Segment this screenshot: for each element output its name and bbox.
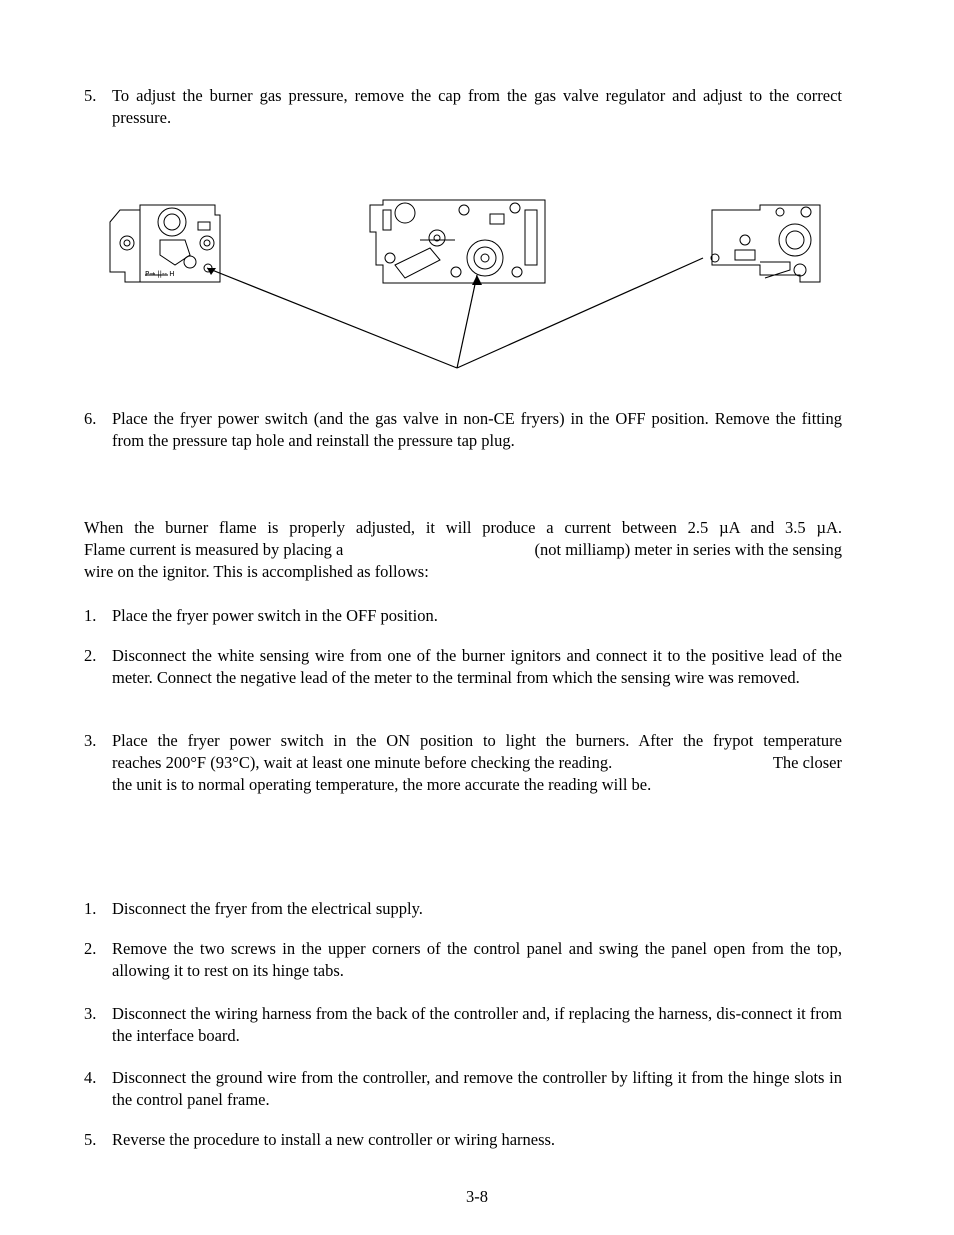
controller-step-4 bbox=[84, 1067, 842, 1111]
step-number: 4. bbox=[84, 1068, 97, 1087]
step-text: To adjust the burner gas pressure, remove the cap from the gas valve regulator and adjust to the correct pressure. bbox=[112, 86, 842, 127]
step-number: 3. bbox=[84, 731, 97, 750]
step-line-2a: reaches 200°F (93°C), wait at least one minute before checking the reading. bbox=[112, 753, 613, 772]
step-line-2 bbox=[112, 752, 842, 774]
flame-line-1 bbox=[84, 517, 842, 539]
step-5-adjust-pressure bbox=[84, 85, 842, 129]
controller-step-2 bbox=[84, 938, 842, 982]
step-text: Place the fryer power switch in the OFF position. bbox=[112, 606, 438, 625]
flame-step-3 bbox=[84, 730, 842, 796]
step-text: Disconnect the wiring harness from the back of the controller and, if replacing the harness, dis-connect it from the interface board. bbox=[112, 1004, 842, 1045]
gas-valve-left-image bbox=[110, 205, 220, 282]
controller-step-1 bbox=[84, 898, 842, 920]
gas-valve-right-image bbox=[711, 205, 820, 282]
page-number: 3-8 bbox=[466, 1187, 488, 1206]
flame-line-2a: Flame current is measured by placing a bbox=[84, 540, 344, 559]
step-text: Disconnect the fryer from the electrical supply. bbox=[112, 899, 423, 918]
step-number: 1. bbox=[84, 899, 97, 918]
gas-valve-center-image bbox=[370, 200, 545, 283]
step-number: 2. bbox=[84, 939, 97, 958]
arrowhead-left bbox=[207, 268, 216, 275]
flame-line-1-text: When the burner flame is properly adjusted, it will produce a current between 2.5 µA and 3.5 µA. bbox=[84, 518, 842, 537]
flame-current-paragraph bbox=[84, 517, 842, 583]
arrowhead-center bbox=[472, 275, 482, 285]
flame-line-2b: (not milliamp) meter in series with the sensing bbox=[534, 540, 842, 559]
step-number: 3. bbox=[84, 1004, 97, 1023]
controller-step-5 bbox=[84, 1129, 842, 1151]
step-text: Disconnect the ground wire from the controller, and remove the controller by lifting it from the hinge slots in the control panel frame. bbox=[112, 1068, 842, 1109]
controller-step-3 bbox=[84, 1003, 842, 1047]
flame-step-2 bbox=[84, 645, 842, 689]
step-text: Remove the two screws in the upper corners of the control panel and swing the panel open from the top, allowing it to rest on its hinge tabs. bbox=[112, 939, 842, 980]
step-number: 1. bbox=[84, 606, 97, 625]
step-line-3: the unit is to normal operating temperature, the more accurate the reading will be. bbox=[112, 775, 652, 794]
step-line-2b: The closer bbox=[772, 753, 842, 772]
step-number: 6. bbox=[84, 409, 97, 428]
step-number: 2. bbox=[84, 646, 97, 665]
step-6-power-off bbox=[84, 408, 842, 452]
step-number: 5. bbox=[84, 86, 97, 105]
step-text bbox=[112, 730, 842, 796]
step-line-1: Place the fryer power switch in the ON position to light the burners. After the frypot temperature bbox=[112, 731, 842, 750]
flame-line-2 bbox=[84, 539, 842, 561]
flame-step-1 bbox=[84, 605, 842, 627]
step-text: Place the fryer power switch (and the gas valve in non-CE fryers) in the OFF position. Remove the fitting from the pressure tap hole and reinstall the pressure tap plug. bbox=[112, 409, 842, 450]
step-text: Disconnect the white sensing wire from one of the burner ignitors and connect it to the positive lead of the meter. Connect the negative lead of the meter to the terminal from which the sensing wire was removed. bbox=[112, 646, 842, 687]
valve-left-label: P→ ||-- H bbox=[145, 270, 175, 278]
flame-line-3: wire on the ignitor. This is accomplished as follows: bbox=[84, 562, 429, 581]
step-number: 5. bbox=[84, 1130, 97, 1149]
step-text: Reverse the procedure to install a new controller or wiring harness. bbox=[112, 1130, 556, 1149]
regulator-pointer-lines bbox=[207, 258, 703, 368]
gas-valve-figure bbox=[0, 0, 954, 400]
